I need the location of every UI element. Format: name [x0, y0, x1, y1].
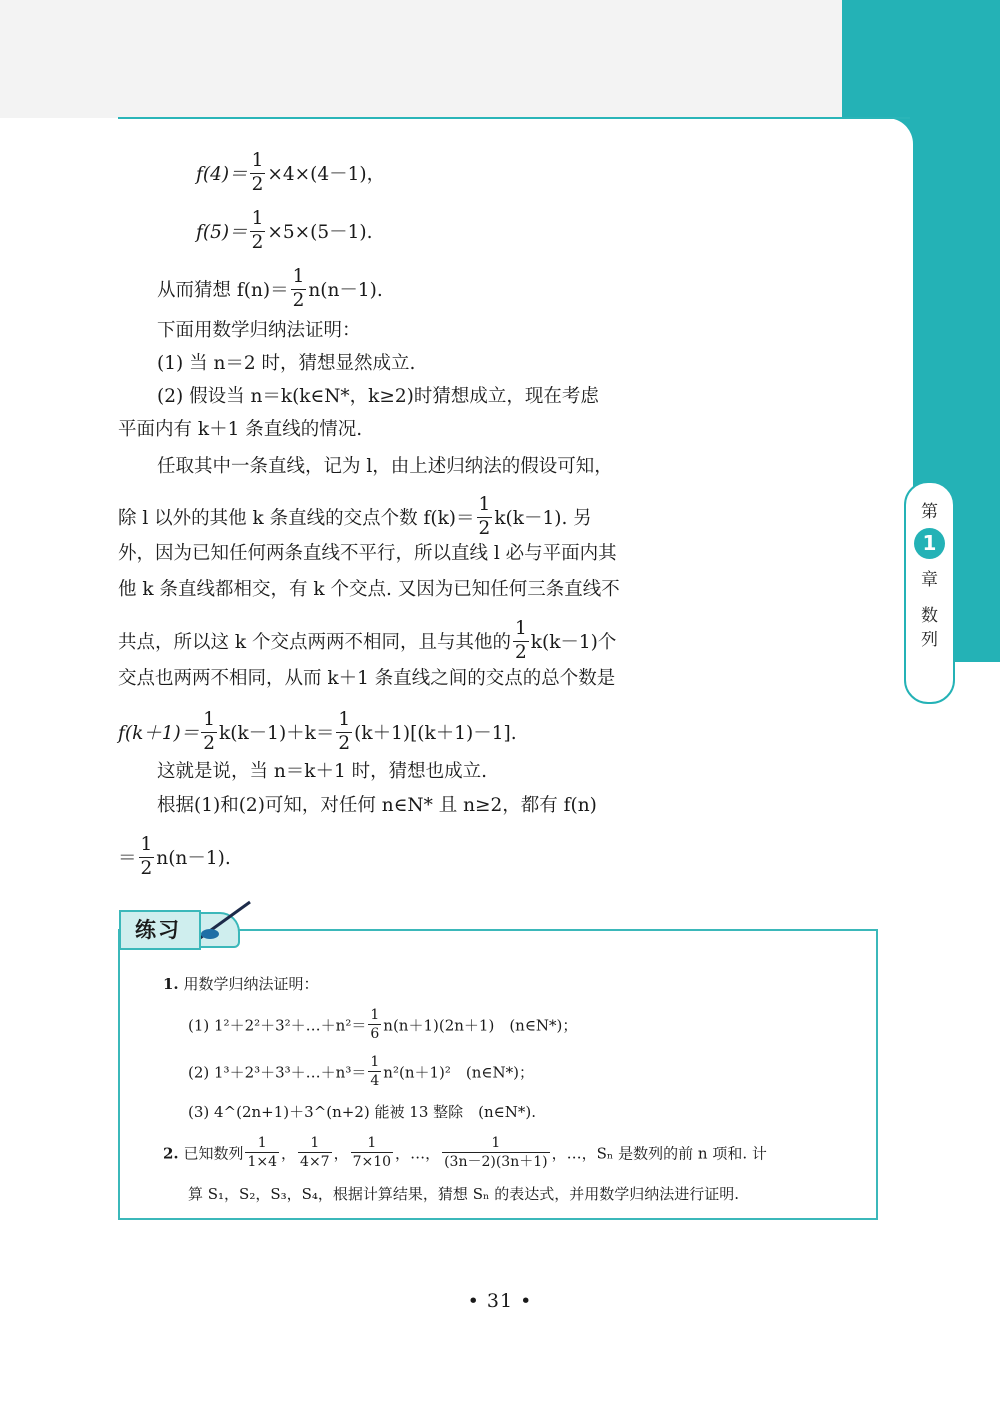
exercise-q2-line-2: 算 S₁，S₂，S₃，S₄，根据计算结果，猜想 Sₙ 的表达式，并用数学归纳法进行证明.: [188, 1185, 739, 1203]
conclusion-line-2: 根据(1)和(2)可知，对任何 n∈N* 且 n≥2，都有 f(n): [157, 795, 597, 816]
fraction-half: [139, 836, 155, 878]
fraction-one-quarter: [368, 1055, 381, 1088]
equation-text: n(n－1).: [156, 848, 231, 869]
fraction-numerator: 1: [291, 268, 307, 290]
fraction-numerator: 1: [250, 210, 266, 232]
fraction-denominator: 2: [338, 732, 351, 754]
fraction-half: [477, 496, 493, 538]
paragraph-text: 除 l 以外的其他 k 条直线的交点个数 f(k)＝: [118, 508, 475, 529]
fraction-denominator: 2: [514, 641, 527, 663]
fraction-numerator: 1: [477, 496, 493, 518]
equation-f4: [196, 150, 386, 196]
fraction-numerator: 1: [245, 1136, 279, 1153]
paragraph-text: k(k－1). 另: [494, 508, 592, 529]
proof-intro: 下面用数学归纳法证明：: [157, 320, 361, 341]
fraction-denominator: 2: [203, 732, 216, 754]
question-text: (2) 1³＋2³＋3³＋…＋n³＝: [188, 1063, 367, 1082]
proof-step-2-line-1: (2) 假设当 n＝k(k∈N*，k≥2)时猜想成立，现在考虑: [157, 386, 599, 407]
header-divider: [118, 117, 910, 119]
fraction-denominator: 1×4: [247, 1154, 278, 1170]
fraction-denominator: 4×7: [300, 1154, 330, 1170]
fraction-half: [513, 620, 529, 662]
fraction-denominator: 2: [251, 173, 264, 195]
paragraph-text: 共点，所以这 k 个交点两两不相同，且与其他的: [118, 632, 511, 653]
sequence-term-1: [245, 1136, 279, 1169]
fraction-denominator: 2: [478, 517, 491, 539]
fraction-half: [201, 711, 217, 753]
chapter-number-badge: 1: [914, 528, 945, 559]
fraction-one-sixth: [368, 1008, 381, 1041]
question-number: 2.: [163, 1144, 179, 1163]
equation-text: k(k－1)＋k＝: [219, 723, 335, 744]
equation-text: ×5×(5－1).: [267, 222, 373, 243]
sequence-term-3: [351, 1136, 393, 1169]
conclusion-line-3: [118, 834, 231, 880]
paragraph-line-4: 他 k 条直线都相交，有 k 个交点. 又因为已知任何三条直线不: [118, 579, 620, 600]
pen-hand-icon: [196, 912, 240, 948]
question-text: n(n＋1)(2n＋1) (n∈N*)；: [383, 1016, 578, 1035]
page-number: • 31 •: [467, 1290, 533, 1312]
fraction-numerator: 1: [336, 711, 352, 733]
equation-f5: [196, 208, 373, 254]
fraction-half: [250, 210, 266, 252]
exercise-q1-part-1: [188, 1007, 578, 1043]
paragraph-text: k(k－1)个: [530, 632, 617, 653]
equation-text: f(4)＝: [196, 164, 248, 185]
fraction-numerator: 1: [298, 1136, 332, 1153]
fraction-half: [336, 711, 352, 753]
pen-icon: [192, 898, 252, 948]
fraction-numerator: 1: [250, 152, 266, 174]
paragraph-line-5: [118, 618, 617, 664]
question-text: n²(n＋1)² (n∈N*)；: [383, 1063, 534, 1082]
chapter-tab: [904, 481, 955, 704]
proof-step-1: (1) 当 n＝2 时，猜想显然成立.: [157, 353, 416, 374]
question-text: ，…，Sₙ 是数列的前 n 项和. 计: [551, 1144, 767, 1163]
fraction-denominator: (3n－2)(3n＋1): [444, 1154, 548, 1170]
equation-text: ×4×(4－1)，: [267, 164, 386, 185]
sequence-term-n: [442, 1136, 550, 1169]
equation-text: f(5)＝: [196, 222, 248, 243]
fraction-numerator: 1: [442, 1136, 550, 1153]
fraction-numerator: 1: [201, 711, 217, 733]
chapter-label-top: 第: [921, 502, 938, 522]
paragraph-text: n(n－1).: [308, 280, 383, 301]
equation-text: (k＋1)[(k＋1)－1].: [354, 723, 517, 744]
fraction-numerator: 1: [370, 1007, 380, 1023]
question-text: 已知数列: [183, 1144, 244, 1163]
exercise-q2-line-1: 2. 已知数列 $\frac{1}{1\times 4}$ ， $\frac{1}{4\times 7}$ ， $\frac{1}{7\times 10}$ ，…， $\frac{1}{(3n-2)(3n+1)}$ ，…，Sₙ 是数列的前 n 项和. 计: [163, 1135, 767, 1170]
sequence-term-2: [298, 1136, 332, 1169]
fraction-denominator: 6: [370, 1026, 380, 1042]
fraction-half: [250, 152, 266, 194]
question-number: 1.: [163, 975, 179, 993]
exercise-q1: [163, 972, 318, 996]
paragraph-line-2: [118, 494, 592, 540]
fraction-denominator: 2: [140, 857, 153, 879]
paragraph-text: 从而猜想 f(n)＝: [157, 280, 289, 301]
fraction-numerator: 1: [370, 1054, 380, 1070]
proof-step-2-line-2: 平面内有 k＋1 条直线的情况.: [118, 419, 363, 440]
fraction-denominator: 2: [292, 289, 305, 311]
fraction-denominator: 2: [251, 231, 264, 253]
conclusion-line-1: 这就是说，当 n＝k＋1 时，猜想也成立.: [157, 761, 488, 782]
fraction-numerator: 1: [513, 620, 529, 642]
exercise-q1-part-2: [188, 1054, 534, 1090]
question-text: …，: [410, 1144, 441, 1163]
paragraph-line-1: 任取其中一条直线，记为 l，由上述归纳法的假设可知，: [157, 456, 613, 477]
fraction-numerator: 1: [139, 836, 155, 858]
exercise-label: 练习: [119, 910, 201, 950]
fraction-denominator: 7×10: [352, 1154, 392, 1170]
equation-text: ＝: [118, 848, 137, 869]
chapter-title-char-1: 数: [921, 606, 938, 626]
fraction-numerator: 1: [351, 1136, 393, 1153]
chapter-title-char-2: 列: [921, 630, 938, 650]
equation-text: f(k＋1)＝: [118, 723, 200, 744]
question-text: (1) 1²＋2²＋3²＋…＋n²＝: [188, 1016, 367, 1035]
conjecture-line: [157, 266, 383, 312]
formula-total-intersections: [118, 709, 517, 755]
exercise-q1-part-3: (3) 4^(2n+1)＋3^(n+2) 能被 13 整除 (n∈N*).: [188, 1103, 536, 1121]
chapter-label-bottom: 章: [921, 570, 938, 590]
paragraph-line-6: 交点也两两不相同，从而 k＋1 条直线之间的交点的总个数是: [118, 668, 616, 689]
fraction-half: [291, 268, 307, 310]
question-text: 用数学归纳法证明：: [183, 975, 319, 993]
paragraph-line-3: 外，因为已知任何两条直线不平行，所以直线 l 必与平面内其: [118, 543, 617, 564]
fraction-denominator: 4: [370, 1073, 380, 1089]
